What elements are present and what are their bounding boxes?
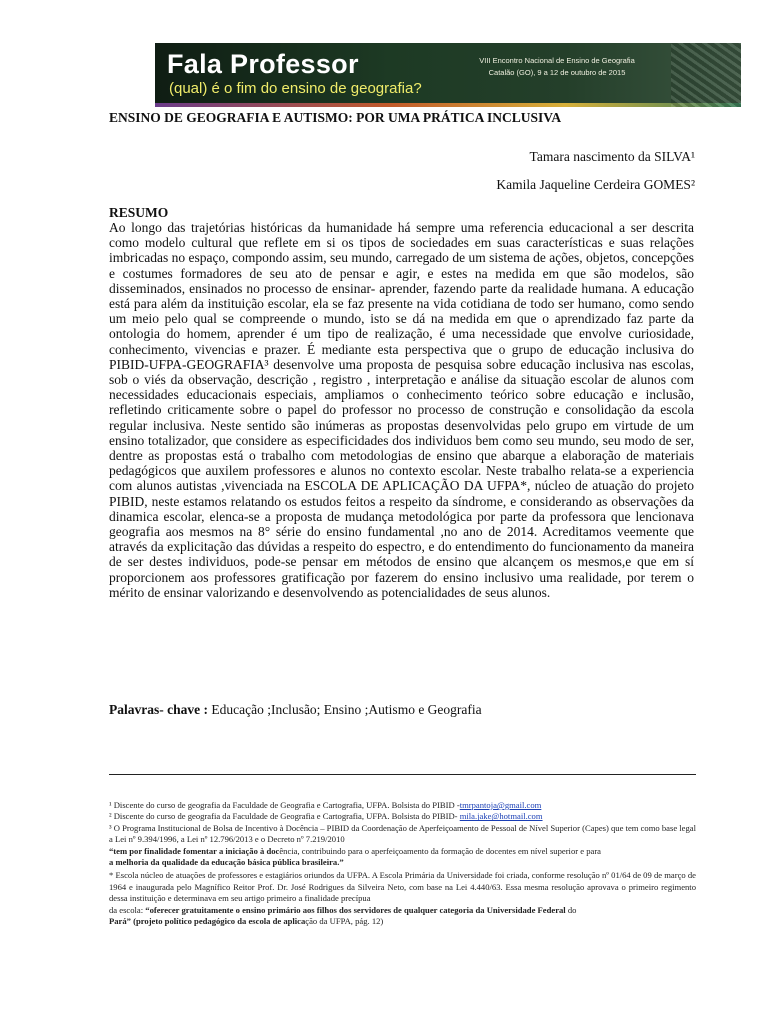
footnote-4-quote-prefix: da escola:	[109, 904, 146, 915]
keywords-list: Educação ;Inclusão; Ensino ;Autismo e Geografia	[207, 702, 482, 717]
footnote-2-email-link[interactable]: mila.jake@hotmail.com	[459, 811, 543, 822]
footnote-3-quote-end-bold: a melhoria da qualidade da educação básica pública brasileira.”	[109, 857, 344, 868]
author-2: Kamila Jaqueline Cerdeira GOMES²	[496, 177, 695, 192]
footnote-3-text: ³ O Programa Institucional de Bolsa de Incentivo à Docência – PIBID da Coordenação de Aperfeiçoamento de Pessoal de Nível Superior (Capes) que tem como base legal a Lei nº 9.394/1996, a Lei nº 12.796/2013 e o Decreto nº 7.219/2010	[109, 822, 696, 845]
footnote-4-quote-bold: “oferecer gratuitamente o ensino primário aos filhos dos servidores de qualquer categoria da Universidade Federal	[145, 904, 566, 915]
banner-event-name: VIII Encontro Nacional de Ensino de Geografia	[479, 56, 635, 65]
footnotes	[109, 800, 696, 927]
footnote-4-quote-tail: do	[565, 904, 577, 915]
abstract-heading: RESUMO	[109, 205, 169, 220]
footnote-2-text: ² Discente do curso de geografia da Faculdade de Geografia e Cartografia, UFPA. Bolsista do PIBID-	[109, 811, 460, 822]
footnote-3-quote-bold: “tem por finalidade fomentar a iniciação à doc	[109, 845, 280, 856]
footnote-3	[109, 823, 696, 846]
author-1: Tamara nascimento da SILVA¹	[529, 149, 695, 164]
banner-title: Fala Professor	[167, 49, 359, 79]
footnote-4-text: * Escola núcleo de atuações de professores e estagiários oriundos da UFPA. A Escola Primária da Universidade foi criada, conforme resolução nº 01/64 de 09 de março de 1964 e inaugurada pelo Magnífico Reitor Prof. Dr. José Rodrigues da Silveira Neto, com base na Lei 4.440/63. Essa mesma resolução aprovava o primeiro regimento dessa instituição e determinava em seu artigo primeiro a finalidade precípua	[109, 870, 696, 904]
banner-event-info	[437, 55, 677, 79]
footnote-4-citation	[109, 916, 696, 927]
paper-title: ENSINO DE GEOGRAFIA E AUTISMO: POR UMA PRÁTICA INCLUSIVA	[109, 110, 562, 125]
banner-color-stripe	[155, 103, 741, 107]
keywords	[109, 702, 482, 718]
footnote-separator	[109, 774, 696, 775]
conference-banner	[155, 43, 741, 107]
footnote-4-quote	[109, 905, 696, 916]
footnote-3-quote-text: ência, contribuindo para o aperfeiçoamento da formação de docentes em nível superior e para	[279, 845, 601, 856]
banner-subtitle: (qual) é o fim do ensino de geografia?	[169, 80, 422, 97]
footnote-4-citation-text: ção da UFPA, pág. 12)	[305, 916, 384, 927]
footnote-3-quote	[109, 846, 696, 857]
footnote-3-quote-end	[109, 857, 696, 868]
footnote-2	[109, 811, 696, 822]
footnote-1-email-link[interactable]: tmrpantoja@gmail.com	[459, 800, 542, 810]
abstract-body: Ao longo das trajetórias históricas da humanidade há sempre uma referencia educacional a ser descrita como modelo cultural que reflete em si os tipos de sociedades em suas características e suas relações imbricadas no espaço, compondo assim, seu mundo, carregado de um sistema de ações, objetos, concepções e costumes formadores de seu ato de pensar e agir, e estes na medida em que são modelos, são disseminados, ensinados no processo de ensinar- aprender, fazendo parte da realidade humana. A educação está para além da instituição escolar, ela se faz presente na vida cotidiana de todo ser humano, como sendo um meio pelo qual se compreende o mundo, isto se dá na medida em que o aprendizado faz parte da ontologia do homem, aprender é um tipo de realização, é uma necessidade que envolve curiosidade, conhecimento, vivencias e prazer. É mediante esta perspectiva que o grupo de educação inclusiva do PIBID-UFPA-GEOGRAFIA³ desenvolve uma proposta de pesquisa sobre educação inclusiva nas escolas, sob o viés da observação, descrição , registro , interpretação e análise da situação escolar de alunos com necessidades educacionais especiais, ampliamos o conhecimento teórico sobre educação e inclusão, refletindo criticamente sobre o papel do professor no processo de construção e consolidação da escola regular inclusiva. Neste sentido são inúmeras as propostas desenvolvidas pelo grupo em virtude de um ensino totalizador, que considere as especificidades dos individuos bem como seu mundo, seu modo de ser, dentre as propostas está o trabalho com metodologias de ensino que abarque a elaboração de materiais pedagógicos que auxilem professores e alunos no contexto escolar. Neste trabalho relata-se a experiencia com alunos autistas ,vivenciada na ESCOLA DE APLICAÇÃO DA UFPA*, núcleo de atuação do projeto PIBID, neste estamos relatando os estudos feitos a respeito da síndrome, e considerando as observações da dinamica escolar, elenca-se a proposta de mudança metodológica por parte da professora que lencionava geografia aos mesmos na 8° série do ensino fundamental ,no ano de 2014. Acreditamos veemente que através da explicitação das dúvidas a respeito do espectro, e do entendimento do funcionamento da maneira de ser destes individuos, pode-se pensar em métodos de ensino que alcançem os mesmos,e que em sí proporcionem aos professores gratificação por fazerem do ensino inclusivo uma realidade, por terem o mérito de ensinar valorizando e desenvolvendo as potencialidades de seus alunos.	[109, 220, 694, 600]
footnote-4-citation-bold: Pará” (projeto político pedagógico da escola de aplica	[109, 916, 306, 927]
footnote-1	[109, 800, 696, 811]
banner-event-date: Catalão (GO), 9 a 12 de outubro de 2015	[488, 68, 626, 77]
footnote-4	[109, 870, 696, 904]
footnote-1-text: ¹ Discente do curso de geografia da Faculdade de Geografia e Cartografia, UFPA. Bolsista do PIBID -	[109, 800, 460, 810]
keywords-label: Palavras- chave :	[109, 702, 208, 717]
